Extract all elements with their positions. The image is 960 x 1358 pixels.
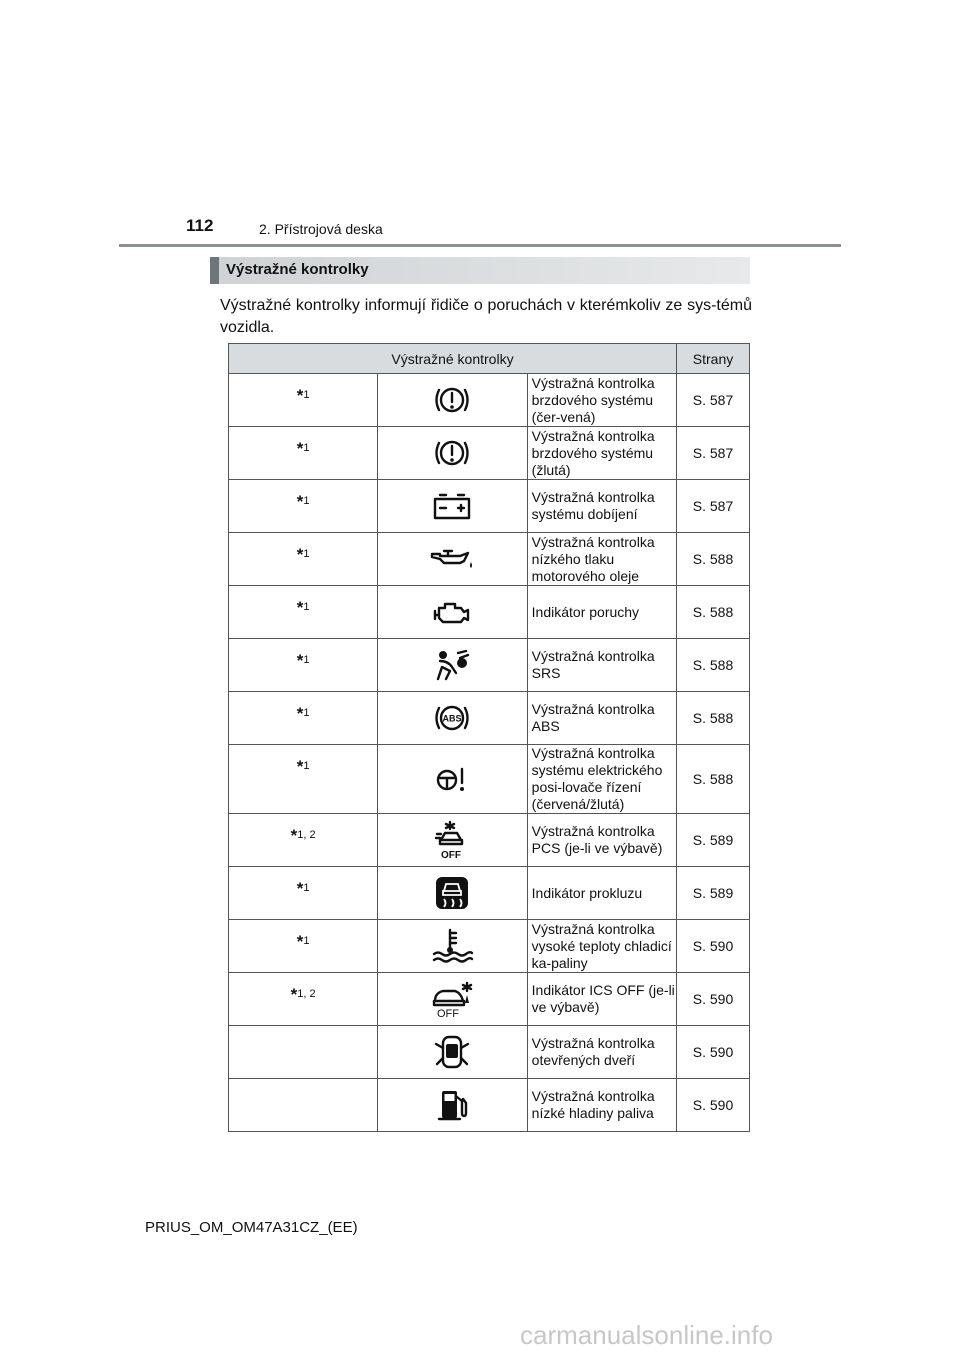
fuel-pump-icon <box>378 1087 526 1123</box>
table-row <box>229 374 750 427</box>
description-cell: Výstražná kontrolka vysoké teploty chladicí ka-paliny <box>527 920 676 973</box>
icon-cell <box>378 427 527 480</box>
page-ref-cell: S. 588 <box>677 745 750 814</box>
description-cell: Indikátor poruchy <box>527 586 676 639</box>
page-ref-cell: S. 589 <box>677 814 750 867</box>
asterisk: * <box>296 492 304 511</box>
asterisk: * <box>296 757 304 776</box>
table-row <box>229 973 750 1026</box>
icon-cell <box>378 533 527 586</box>
footnote-mark <box>229 973 377 1005</box>
table-row <box>229 920 750 973</box>
footnote-number: 1, 2 <box>297 829 316 841</box>
footnote-cell <box>229 745 378 814</box>
airbag-person-icon <box>378 647 526 683</box>
footnote-cell <box>229 586 378 639</box>
footnote-mark <box>229 427 377 459</box>
footnote-number: 1, 2 <box>297 988 316 1000</box>
footnote-cell <box>229 1079 378 1132</box>
abs-icon <box>378 701 526 735</box>
icon-cell <box>378 1026 527 1079</box>
footnote-cell <box>229 480 378 533</box>
description-cell: Výstražná kontrolka nízké hladiny paliva <box>527 1079 676 1132</box>
page-ref-cell: S. 588 <box>677 639 750 692</box>
page-ref-cell: S. 590 <box>677 973 750 1026</box>
brake-warning-icon <box>378 436 526 470</box>
description-cell: Výstražná kontrolka systému dobíjení <box>527 480 676 533</box>
footnote-mark <box>229 639 377 671</box>
footnote-mark <box>229 867 377 899</box>
table-row <box>229 814 750 867</box>
footnote-cell <box>229 374 378 427</box>
svg-text:ABS: ABS <box>442 713 462 724</box>
pcs-off-icon <box>378 820 526 860</box>
description-cell: Výstražná kontrolka otevřených dveří <box>527 1026 676 1079</box>
footnote-number: 1 <box>303 760 310 772</box>
page-number: 112 <box>186 216 214 235</box>
footnote-mark <box>229 814 377 846</box>
svg-text:OFF: OFF <box>441 850 462 860</box>
footnote-number: 1 <box>303 882 310 894</box>
asterisk: * <box>290 826 298 845</box>
footnote-cell <box>229 533 378 586</box>
asterisk: * <box>296 704 304 723</box>
description-cell: Výstražná kontrolka nízkého tlaku motorového oleje <box>527 533 676 586</box>
description-cell: Výstražná kontrolka brzdového systému (žlutá) <box>527 427 676 480</box>
page-ref-cell: S. 590 <box>677 920 750 973</box>
footnote-number: 1 <box>303 442 310 454</box>
page-ref-cell: S. 589 <box>677 867 750 920</box>
icon-cell <box>378 374 527 427</box>
footnote-number: 1 <box>303 654 310 666</box>
table-row <box>229 867 750 920</box>
footnote-mark <box>229 586 377 618</box>
open-door-icon <box>378 1034 526 1070</box>
footnote-cell <box>229 814 378 867</box>
engine-check-icon <box>378 596 526 628</box>
asterisk: * <box>296 932 304 951</box>
warning-lights-table <box>228 343 750 1132</box>
footnote-cell <box>229 639 378 692</box>
footnote-mark <box>229 374 377 406</box>
icon-cell <box>378 814 527 867</box>
page-ref-cell: S. 588 <box>677 692 750 745</box>
footnote-mark <box>229 745 377 777</box>
table-row <box>229 745 750 814</box>
page-ref-cell: S. 588 <box>677 533 750 586</box>
description-cell: Výstražná kontrolka PCS (je-li ve výbavě) <box>527 814 676 867</box>
description-cell: Indikátor ICS OFF (je-li ve výbavě) <box>527 973 676 1026</box>
page-ref-cell: S. 587 <box>677 374 750 427</box>
ics-off-icon <box>378 979 526 1019</box>
asterisk: * <box>296 386 304 405</box>
footnote-number: 1 <box>303 495 310 507</box>
footnote-cell <box>229 920 378 973</box>
page-ref-cell: S. 590 <box>677 1026 750 1079</box>
description-cell: Výstražná kontrolka SRS <box>527 639 676 692</box>
asterisk: * <box>296 439 304 458</box>
icon-cell <box>378 480 527 533</box>
footnote-number: 1 <box>303 548 310 560</box>
description-cell: Výstražná kontrolka ABS <box>527 692 676 745</box>
footnote-number: 1 <box>303 935 310 947</box>
table-row <box>229 586 750 639</box>
table-row <box>229 427 750 480</box>
icon-cell <box>378 1079 527 1132</box>
table-row <box>229 480 750 533</box>
description-cell: Indikátor prokluzu <box>527 867 676 920</box>
icon-cell <box>378 586 527 639</box>
footnote-mark <box>229 480 377 512</box>
page-ref-cell: S. 588 <box>677 586 750 639</box>
chapter-title: 2. Přístrojová deska <box>259 221 383 237</box>
table-row <box>229 1026 750 1079</box>
icon-cell <box>378 639 527 692</box>
footnote-number: 1 <box>303 601 310 613</box>
table-row <box>229 533 750 586</box>
footnote-cell <box>229 973 378 1026</box>
page-ref-cell: S. 587 <box>677 427 750 480</box>
page-ref-cell: S. 587 <box>677 480 750 533</box>
icon-cell <box>378 745 527 814</box>
footnote-cell <box>229 867 378 920</box>
footnote-number: 1 <box>303 707 310 719</box>
brake-warning-icon <box>378 383 526 417</box>
asterisk: * <box>296 651 304 670</box>
footnote-cell <box>229 427 378 480</box>
section-heading <box>210 257 750 284</box>
oil-can-icon <box>378 545 526 573</box>
document-code: PRIUS_OM_OM47A31CZ_(EE) <box>145 1219 358 1236</box>
footnote-cell <box>229 692 378 745</box>
watermark: carmanualsonline.info <box>520 1320 773 1350</box>
svg-text:OFF: OFF <box>437 1008 460 1019</box>
footnote-mark <box>229 692 377 724</box>
table-row <box>229 639 750 692</box>
coolant-temperature-icon <box>378 928 526 964</box>
footnote-mark <box>229 533 377 565</box>
icon-cell <box>378 692 527 745</box>
icon-cell <box>378 973 527 1026</box>
steering-warning-icon <box>378 763 526 795</box>
icon-cell <box>378 867 527 920</box>
footnote-mark <box>229 920 377 952</box>
asterisk: * <box>296 879 304 898</box>
page-ref-cell: S. 590 <box>677 1079 750 1132</box>
column-header-lights: Výstražné kontrolky <box>229 344 677 374</box>
icon-cell <box>378 920 527 973</box>
section-heading-text: Výstražné kontrolky <box>226 261 369 278</box>
footnote-cell <box>229 1026 378 1079</box>
asterisk: * <box>296 545 304 564</box>
table-row <box>229 1079 750 1132</box>
table-row <box>229 692 750 745</box>
description-cell: Výstražná kontrolka brzdového systému (čer-vená) <box>527 374 676 427</box>
column-header-pages: Strany <box>677 344 750 374</box>
asterisk: * <box>296 598 304 617</box>
battery-icon <box>378 491 526 521</box>
header-divider <box>119 244 841 247</box>
footnote-number: 1 <box>303 389 310 401</box>
intro-paragraph: Výstražné kontrolky informují řidiče o poruchách v kterémkoliv ze sys-témů vozidla. <box>220 297 752 336</box>
table-header-row <box>229 344 750 374</box>
description-cell: Výstražná kontrolka systému elektrického posi-lovače řízení (červená/žlutá) <box>527 745 676 814</box>
slip-indicator-icon <box>378 875 526 911</box>
asterisk: * <box>290 985 298 1004</box>
